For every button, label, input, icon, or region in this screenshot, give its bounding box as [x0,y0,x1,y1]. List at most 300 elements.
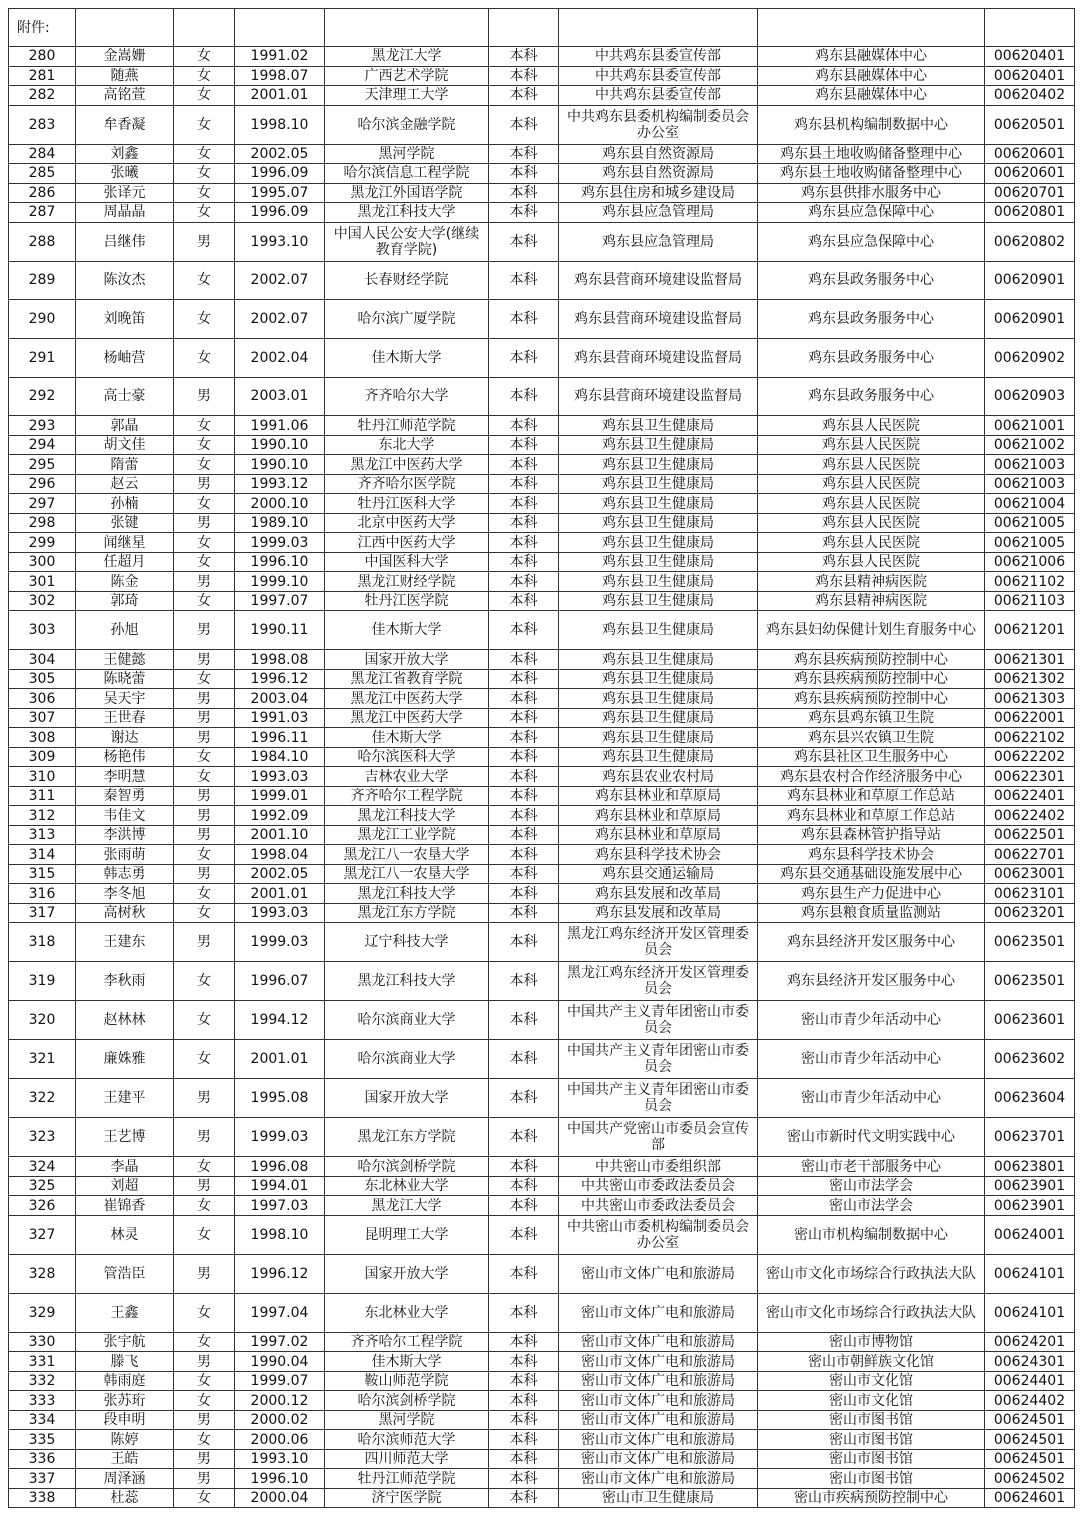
position-code-cell: 00621103 [985,591,1075,611]
unit-cell: 鸡东县融媒体中心 [758,47,985,67]
table-row [9,1215,1075,1254]
department-cell: 密山市文体广电和旅游局 [559,1254,758,1293]
row-number-cell: 304 [9,650,76,670]
table-row [9,689,1075,709]
unit-cell: 密山市朝鲜族文化馆 [758,1352,985,1372]
position-code-cell: 00621006 [985,552,1075,572]
unit-cell: 鸡东县人民医院 [758,533,985,553]
name-cell: 李晶 [76,1157,174,1177]
position-code-cell: 00622501 [985,825,1075,845]
gender-cell: 女 [174,1371,235,1391]
table-row [9,86,1075,106]
row-number-cell: 314 [9,845,76,865]
position-code-cell: 00621005 [985,533,1075,553]
education-cell: 本科 [489,164,559,184]
birth-date-cell: 1996.08 [235,1157,325,1177]
birth-date-cell: 1993.03 [235,903,325,923]
education-cell: 本科 [489,806,559,826]
row-number-cell: 315 [9,864,76,884]
birth-date-cell: 2001.01 [235,1040,325,1079]
department-cell: 鸡东县农业农村局 [559,767,758,787]
row-number-cell: 316 [9,884,76,904]
table-row [9,416,1075,436]
school-cell: 广西艺术学院 [325,66,489,86]
unit-cell: 密山市疾病预防控制中心 [758,1488,985,1508]
position-code-cell: 00621001 [985,416,1075,436]
table-row [9,183,1075,203]
education-cell: 本科 [489,747,559,767]
table-row [9,1332,1075,1352]
department-cell: 鸡东县营商环境建设监督局 [559,300,758,339]
education-cell: 本科 [489,1469,559,1489]
unit-cell: 鸡东县疾病预防控制中心 [758,669,985,689]
position-code-cell: 00623901 [985,1176,1075,1196]
gender-cell: 男 [174,864,235,884]
department-cell: 鸡东县卫生健康局 [559,728,758,748]
education-cell: 本科 [489,105,559,144]
gender-cell: 男 [174,806,235,826]
position-code-cell: 00621004 [985,494,1075,514]
table-row [9,261,1075,300]
unit-cell: 鸡东县人民医院 [758,416,985,436]
unit-cell: 鸡东县融媒体中心 [758,66,985,86]
unit-cell: 鸡东县疾病预防控制中心 [758,650,985,670]
name-cell: 滕飞 [76,1352,174,1372]
department-cell: 鸡东县卫生健康局 [559,552,758,572]
unit-cell: 鸡东县机构编制数据中心 [758,105,985,144]
unit-cell: 鸡东县人民医院 [758,513,985,533]
education-cell: 本科 [489,1254,559,1293]
name-cell: 胡文佳 [76,435,174,455]
row-number-cell: 338 [9,1488,76,1508]
unit-cell: 密山市文化馆 [758,1371,985,1391]
school-cell: 齐齐哈尔工程学院 [325,1332,489,1352]
position-code-cell: 00624601 [985,1488,1075,1508]
education-cell: 本科 [489,66,559,86]
education-cell: 本科 [489,962,559,1001]
annex-label: 附件: [9,9,76,47]
name-cell: 吴天宇 [76,689,174,709]
gender-cell: 男 [174,1352,235,1372]
table-row [9,572,1075,592]
birth-date-cell: 1990.04 [235,1352,325,1372]
gender-cell: 男 [174,650,235,670]
gender-cell: 女 [174,1488,235,1508]
gender-cell: 男 [174,825,235,845]
row-number-cell: 295 [9,455,76,475]
table-row [9,164,1075,184]
row-number-cell: 336 [9,1449,76,1469]
unit-cell: 鸡东县林业和草原工作总站 [758,806,985,826]
name-cell: 崔锦香 [76,1196,174,1216]
gender-cell: 女 [174,767,235,787]
row-number-cell: 326 [9,1196,76,1216]
name-cell: 王鑫 [76,1293,174,1332]
row-number-cell: 294 [9,435,76,455]
gender-cell: 女 [174,1157,235,1177]
table-row [9,884,1075,904]
position-code-cell: 00622001 [985,708,1075,728]
row-number-cell: 296 [9,474,76,494]
table-row [9,513,1075,533]
gender-cell: 女 [174,591,235,611]
table-row [9,66,1075,86]
birth-date-cell: 1993.10 [235,222,325,261]
table-row [9,708,1075,728]
gender-cell: 女 [174,164,235,184]
position-code-cell: 00623602 [985,1040,1075,1079]
school-cell: 哈尔滨师范大学 [325,1430,489,1450]
table-row [9,455,1075,475]
school-cell: 牡丹江师范学院 [325,416,489,436]
school-cell: 东北大学 [325,435,489,455]
position-code-cell: 00623601 [985,1001,1075,1040]
department-cell: 鸡东县卫生健康局 [559,611,758,650]
gender-cell: 男 [174,1254,235,1293]
school-cell: 昆明理工大学 [325,1215,489,1254]
education-cell: 本科 [489,1118,559,1157]
education-cell: 本科 [489,572,559,592]
table-row [9,1352,1075,1372]
position-code-cell: 00624402 [985,1391,1075,1411]
header-cell [758,9,985,47]
table-row [9,728,1075,748]
education-cell: 本科 [489,300,559,339]
gender-cell: 女 [174,105,235,144]
row-number-cell: 330 [9,1332,76,1352]
department-cell: 鸡东县发展和改革局 [559,884,758,904]
name-cell: 杨艳伟 [76,747,174,767]
gender-cell: 女 [174,1332,235,1352]
birth-date-cell: 1994.12 [235,1001,325,1040]
unit-cell: 密山市机构编制数据中心 [758,1215,985,1254]
table-row [9,1410,1075,1430]
table-row [9,1254,1075,1293]
row-number-cell: 319 [9,962,76,1001]
name-cell: 张苏珩 [76,1391,174,1411]
gender-cell: 男 [174,222,235,261]
school-cell: 黑龙江科技大学 [325,962,489,1001]
gender-cell: 女 [174,747,235,767]
table-row [9,767,1075,787]
header-cell [174,9,235,47]
birth-date-cell: 2002.05 [235,864,325,884]
department-cell: 鸡东县自然资源局 [559,164,758,184]
birth-date-cell: 1990.10 [235,435,325,455]
school-cell: 东北林业大学 [325,1293,489,1332]
birth-date-cell: 2000.02 [235,1410,325,1430]
birth-date-cell: 1996.12 [235,1254,325,1293]
table-row [9,1488,1075,1508]
birth-date-cell: 1996.10 [235,552,325,572]
position-code-cell: 00624201 [985,1332,1075,1352]
table-row [9,435,1075,455]
school-cell: 黑龙江省教育学院 [325,669,489,689]
table-row [9,864,1075,884]
unit-cell: 鸡东县疾病预防控制中心 [758,689,985,709]
unit-cell: 密山市新时代文明实践中心 [758,1118,985,1157]
unit-cell: 鸡东县政务服务中心 [758,377,985,416]
table-row [9,845,1075,865]
position-code-cell: 00623501 [985,923,1075,962]
department-cell: 密山市文体广电和旅游局 [559,1469,758,1489]
table-row [9,1040,1075,1079]
unit-cell: 鸡东县应急保障中心 [758,203,985,223]
position-code-cell: 00624502 [985,1469,1075,1489]
education-cell: 本科 [489,669,559,689]
position-code-cell: 00620601 [985,164,1075,184]
gender-cell: 男 [174,377,235,416]
gender-cell: 男 [174,728,235,748]
education-cell: 本科 [489,474,559,494]
school-cell: 哈尔滨信息工程学院 [325,164,489,184]
department-cell: 黑龙江鸡东经济开发区管理委员会 [559,923,758,962]
row-number-cell: 311 [9,786,76,806]
gender-cell: 女 [174,144,235,164]
education-cell: 本科 [489,1352,559,1372]
gender-cell: 女 [174,1391,235,1411]
name-cell: 赵林林 [76,1001,174,1040]
unit-cell: 密山市博物馆 [758,1332,985,1352]
department-cell: 鸡东县卫生健康局 [559,533,758,553]
unit-cell: 鸡东县交通基础设施发展中心 [758,864,985,884]
unit-cell: 鸡东县人民医院 [758,552,985,572]
gender-cell: 女 [174,1196,235,1216]
education-cell: 本科 [489,377,559,416]
gender-cell: 女 [174,1040,235,1079]
unit-cell: 鸡东县精神病医院 [758,591,985,611]
position-code-cell: 00621303 [985,689,1075,709]
birth-date-cell: 1995.07 [235,183,325,203]
table-row [9,1391,1075,1411]
name-cell: 高士豪 [76,377,174,416]
table-row [9,338,1075,377]
birth-date-cell: 1999.01 [235,786,325,806]
name-cell: 刘鑫 [76,144,174,164]
department-cell: 鸡东县应急管理局 [559,203,758,223]
school-cell: 鞍山师范学院 [325,1371,489,1391]
position-code-cell: 00624501 [985,1410,1075,1430]
gender-cell: 男 [174,708,235,728]
position-code-cell: 00621003 [985,455,1075,475]
name-cell: 李秋雨 [76,962,174,1001]
gender-cell: 男 [174,513,235,533]
name-cell: 隋蕾 [76,455,174,475]
birth-date-cell: 1999.10 [235,572,325,592]
table-row [9,1469,1075,1489]
unit-cell: 密山市青少年活动中心 [758,1001,985,1040]
birth-date-cell: 1998.08 [235,650,325,670]
unit-cell: 鸡东县人民医院 [758,474,985,494]
gender-cell: 女 [174,203,235,223]
name-cell: 王建平 [76,1079,174,1118]
row-number-cell: 283 [9,105,76,144]
school-cell: 黑龙江东方学院 [325,1118,489,1157]
birth-date-cell: 1999.03 [235,533,325,553]
name-cell: 孙楠 [76,494,174,514]
education-cell: 本科 [489,825,559,845]
name-cell: 李洪博 [76,825,174,845]
birth-date-cell: 2002.07 [235,300,325,339]
department-cell: 鸡东县卫生健康局 [559,689,758,709]
header-cell [235,9,325,47]
education-cell: 本科 [489,1293,559,1332]
education-cell: 本科 [489,728,559,748]
unit-cell: 鸡东县土地收购储备整理中心 [758,144,985,164]
row-number-cell: 332 [9,1371,76,1391]
birth-date-cell: 1991.02 [235,47,325,67]
name-cell: 秦智勇 [76,786,174,806]
birth-date-cell: 2000.10 [235,494,325,514]
row-number-cell: 318 [9,923,76,962]
education-cell: 本科 [489,1332,559,1352]
unit-cell: 密山市图书馆 [758,1449,985,1469]
position-code-cell: 00621302 [985,669,1075,689]
birth-date-cell: 1998.10 [235,1215,325,1254]
department-cell: 鸡东县卫生健康局 [559,650,758,670]
gender-cell: 女 [174,338,235,377]
position-code-cell: 00624501 [985,1430,1075,1450]
row-number-cell: 284 [9,144,76,164]
row-number-cell: 324 [9,1157,76,1177]
school-cell: 牡丹江医科大学 [325,494,489,514]
gender-cell: 女 [174,435,235,455]
department-cell: 鸡东县科学技术协会 [559,845,758,865]
position-code-cell: 00622202 [985,747,1075,767]
row-number-cell: 300 [9,552,76,572]
name-cell: 赵云 [76,474,174,494]
position-code-cell: 00624401 [985,1371,1075,1391]
row-number-cell: 291 [9,338,76,377]
name-cell: 任超月 [76,552,174,572]
school-cell: 黑龙江科技大学 [325,806,489,826]
table-row [9,1118,1075,1157]
school-cell: 长春财经学院 [325,261,489,300]
table-row [9,1449,1075,1469]
name-cell: 王世春 [76,708,174,728]
gender-cell: 女 [174,1293,235,1332]
row-number-cell: 322 [9,1079,76,1118]
table-row [9,1293,1075,1332]
position-code-cell: 00620402 [985,86,1075,106]
school-cell: 黑龙江外国语学院 [325,183,489,203]
education-cell: 本科 [489,183,559,203]
unit-cell: 鸡东县供排水服务中心 [758,183,985,203]
gender-cell: 女 [174,494,235,514]
school-cell: 东北林业大学 [325,1176,489,1196]
position-code-cell: 00620601 [985,144,1075,164]
gender-cell: 男 [174,1410,235,1430]
unit-cell: 鸡东县森林管护指导站 [758,825,985,845]
education-cell: 本科 [489,513,559,533]
position-code-cell: 00621301 [985,650,1075,670]
personnel-table [8,8,1075,1508]
position-code-cell: 00624001 [985,1215,1075,1254]
department-cell: 鸡东县卫生健康局 [559,455,758,475]
department-cell: 密山市文体广电和旅游局 [559,1410,758,1430]
education-cell: 本科 [489,1040,559,1079]
education-cell: 本科 [489,416,559,436]
position-code-cell: 00624501 [985,1449,1075,1469]
name-cell: 王皓 [76,1449,174,1469]
gender-cell: 男 [174,689,235,709]
department-cell: 中共鸡东县委机构编制委员会办公室 [559,105,758,144]
table-row [9,669,1075,689]
gender-cell: 女 [174,1430,235,1450]
gender-cell: 男 [174,1176,235,1196]
birth-date-cell: 1997.07 [235,591,325,611]
unit-cell: 鸡东县融媒体中心 [758,86,985,106]
birth-date-cell: 1999.03 [235,1118,325,1157]
position-code-cell: 00620901 [985,300,1075,339]
unit-cell: 鸡东县经济开发区服务中心 [758,962,985,1001]
table-row [9,650,1075,670]
name-cell: 陈晓蕾 [76,669,174,689]
department-cell: 鸡东县卫生健康局 [559,513,758,533]
row-number-cell: 335 [9,1430,76,1450]
unit-cell: 鸡东县人民医院 [758,455,985,475]
table-row [9,1430,1075,1450]
gender-cell: 男 [174,923,235,962]
name-cell: 王健懿 [76,650,174,670]
education-cell: 本科 [489,786,559,806]
gender-cell: 女 [174,47,235,67]
position-code-cell: 00621003 [985,474,1075,494]
position-code-cell: 00623501 [985,962,1075,1001]
department-cell: 鸡东县营商环境建设监督局 [559,338,758,377]
birth-date-cell: 2001.01 [235,884,325,904]
birth-date-cell: 1998.07 [235,66,325,86]
education-cell: 本科 [489,47,559,67]
school-cell: 中国医科大学 [325,552,489,572]
department-cell: 密山市文体广电和旅游局 [559,1430,758,1450]
row-number-cell: 289 [9,261,76,300]
department-cell: 鸡东县林业和草原局 [559,806,758,826]
department-cell: 中共鸡东县委宣传部 [559,47,758,67]
name-cell: 张宇航 [76,1332,174,1352]
table-row [9,47,1075,67]
school-cell: 牡丹江师范学院 [325,1469,489,1489]
name-cell: 段申明 [76,1410,174,1430]
position-code-cell: 00623801 [985,1157,1075,1177]
birth-date-cell: 2003.01 [235,377,325,416]
position-code-cell: 00620701 [985,183,1075,203]
birth-date-cell: 2002.05 [235,144,325,164]
education-cell: 本科 [489,708,559,728]
position-code-cell: 00623101 [985,884,1075,904]
education-cell: 本科 [489,1410,559,1430]
department-cell: 中共鸡东县委宣传部 [559,86,758,106]
name-cell: 林灵 [76,1215,174,1254]
row-number-cell: 309 [9,747,76,767]
school-cell: 辽宁科技大学 [325,923,489,962]
position-code-cell: 00623001 [985,864,1075,884]
school-cell: 哈尔滨剑桥学院 [325,1391,489,1411]
row-number-cell: 308 [9,728,76,748]
education-cell: 本科 [489,1001,559,1040]
position-code-cell: 00620902 [985,338,1075,377]
birth-date-cell: 1990.11 [235,611,325,650]
department-cell: 鸡东县卫生健康局 [559,669,758,689]
position-code-cell: 00622102 [985,728,1075,748]
gender-cell: 男 [174,572,235,592]
school-cell: 佳木斯大学 [325,611,489,650]
school-cell: 佳木斯大学 [325,338,489,377]
education-cell: 本科 [489,1430,559,1450]
birth-date-cell: 1995.08 [235,1079,325,1118]
school-cell: 哈尔滨商业大学 [325,1001,489,1040]
education-cell: 本科 [489,1196,559,1216]
